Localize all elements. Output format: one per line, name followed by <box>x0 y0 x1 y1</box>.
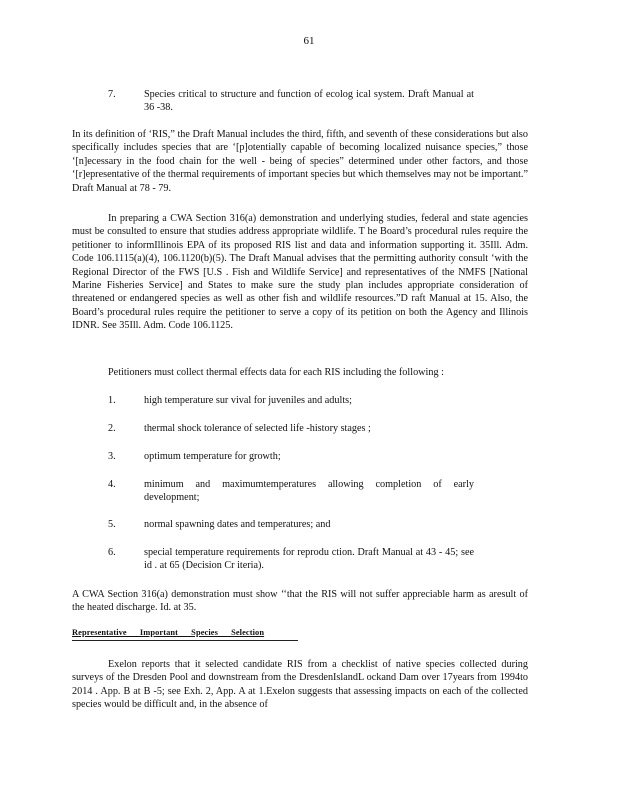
paragraph-thermal-data-intro: Petitioners must collect thermal effects data for each RIS including the following : <box>108 367 444 378</box>
paragraph-agency-consultation: In preparing a CWA Section 316(a) demonstration and underlying studies, federal and state agencies must be consulted to ensure that studies address appropriate wildlife. T he Board’s procedural rules require the petitioner to informIllinois EPA of its proposed RIS list and data and information supporting it. 35Ill. Adm. Code 106.1115(a)(4), 106.1120(b)(5). The Draft Manual advises that the permitting authority consult ‘with the Regional Director of the FWS [U.S . Fish and Wildlife Service] and representatives of the NMFS [National Marine Fisheries Service] and States to make sure the study plan includes appropriate consideration of threatened or endangered species as well as other fish and wildlife resources.”D raft Manual at 15. Also, the Board’s procedural rules require the petitioner to serve a copy of its petition on both the Agency and Illinois IDNR. See 35Ill. Adm. Code 106.1125. <box>72 213 528 332</box>
list-item-number: 6. <box>108 547 116 558</box>
paragraph-316a-demonstration: A CWA Section 316(a) demonstration must show ‘‘that the RIS will not suffer appreciable harm as aresult of the heated discharge. Id. at 35. <box>72 589 528 614</box>
paragraph-exelon-selection: Exelon reports that it selected candidate RIS from a checklist of native species collected during surveys of the Dresden Pool and downstream from the DresdenIslandL ockand Dam over 17years from 1994to 2014 . App. B at B -5; see Exh. 2, App. A at 1.Exelon suggests that assessing impacts on each of the collected species would be difficult and, in the absence of <box>72 659 528 711</box>
list-item-text: thermal shock tolerance of selected life -history stages ; <box>144 423 371 434</box>
list-item-number: 7. <box>108 89 116 100</box>
section-heading: Representative Important Species Selection <box>72 628 265 637</box>
heading-underline <box>72 640 298 641</box>
page-number: 61 <box>303 35 315 47</box>
list-item-text: Species critical to structure and function of ecolog ical system. Draft Manual at 36 -38. <box>144 89 474 114</box>
list-item-text: minimum and maximumtemperatures allowing completion of early development; <box>144 479 474 504</box>
list-item-text: high temperature sur vival for juveniles and adults; <box>144 395 352 406</box>
list-item-text: optimum temperature for growth; <box>144 451 281 462</box>
list-item-number: 4. <box>108 479 116 490</box>
list-item-text: special temperature requirements for reprodu ction. Draft Manual at 43 - 45; see id . at 65 (Decision Cr iteria). <box>144 547 474 572</box>
list-item-number: 3. <box>108 451 116 462</box>
list-item-number: 1. <box>108 395 116 406</box>
list-item-number: 2. <box>108 423 116 434</box>
paragraph-ris-definition: In its definition of ‘RIS,” the Draft Manual includes the third, fifth, and seventh of these considerations but also specifically includes species that are ‘[p]otentially capable of becoming localized nuisance species,” those ‘[n]ecessary in the food chain for the well - being of species” determined under other factors, and those ‘[r]epresentative of the thermal requirements of important species but which themselves may not be important.” Draft Manual at 78 - 79. <box>72 129 528 194</box>
list-item-text: normal spawning dates and temperatures; and <box>144 519 331 530</box>
list-item-number: 5. <box>108 519 116 530</box>
